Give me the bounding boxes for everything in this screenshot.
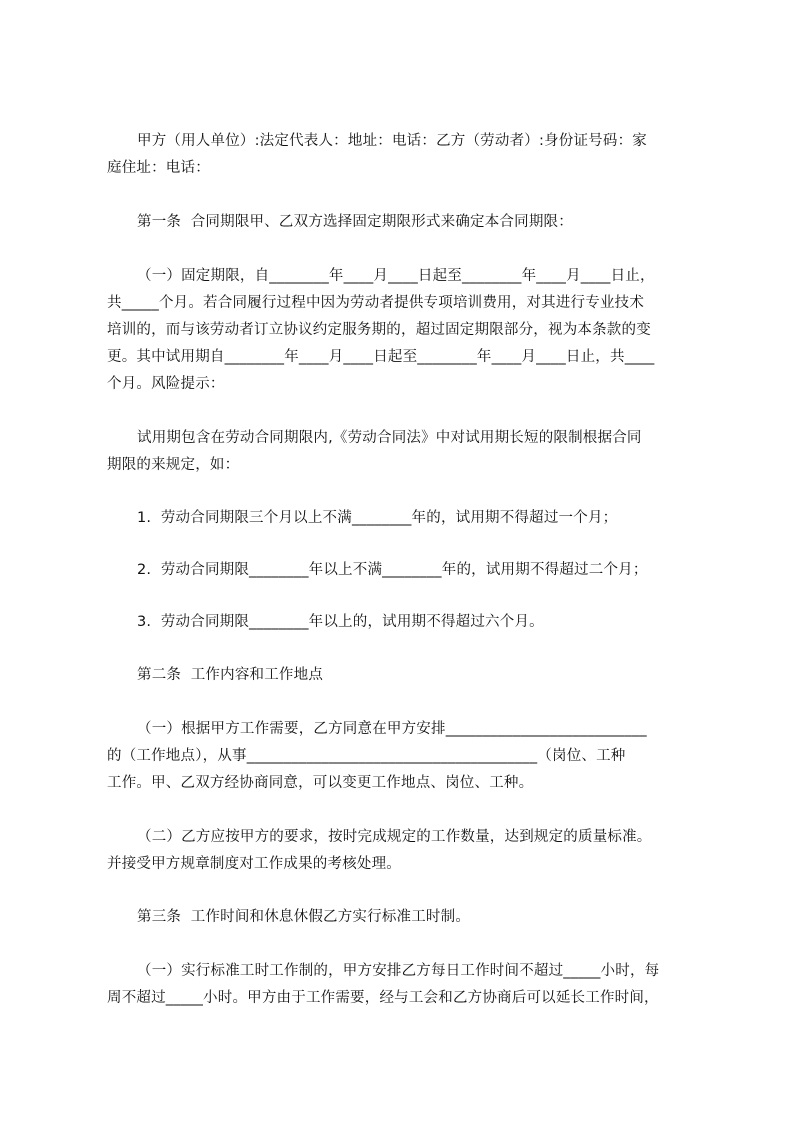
article-1-clause-1-line-1: （一）固定期限，自________年____月____日起至________年____月____日止， bbox=[137, 268, 655, 284]
article-1-clause-1-line-5: 个月。风险提示： bbox=[107, 376, 225, 392]
probation-note-line-2: 期限的来规定，如： bbox=[107, 457, 240, 473]
article-2-clause-1-line-1: （一）根据甲方工作需要，乙方同意在甲方安排___________________________ bbox=[137, 721, 647, 737]
article-1-heading: 第一条 合同期限甲、乙双方选择固定期限形式来确定本合同期限： bbox=[137, 214, 573, 230]
article-2-clause-2-line-2: 并接受甲方规章制度对工作成果的考核处理。 bbox=[107, 856, 401, 872]
parties-line-1: 甲方（用人单位）:法定代表人：地址：电话：乙方（劳动者）:身份证号码：家 bbox=[137, 133, 647, 149]
article-2-clause-1-line-3: 工作。甲、乙双方经协商同意，可以变更工作地点、岗位、工种。 bbox=[107, 775, 534, 791]
parties-line-2: 庭住址：电话： bbox=[107, 160, 210, 176]
list-item-2: 2. 劳动合同期限________年以上不满________年的，试用期不得超过二个月； bbox=[137, 562, 648, 578]
article-3-heading: 第三条 工作时间和休息休假乙方实行标准工时制。 bbox=[137, 909, 471, 925]
article-1-clause-1-line-2: 共_____个月。若合同履行过程中因为劳动者提供专项培训费用，对其进行专业技术 bbox=[107, 295, 645, 311]
probation-note-line-1: 试用期包含在劳动合同期限内,《劳动合同法》中对试用期长短的限制根据合同 bbox=[137, 430, 642, 446]
list-item-3: 3. 劳动合同期限________年以上的，试用期不得超过六个月。 bbox=[137, 614, 544, 630]
article-2-heading: 第二条 工作内容和工作地点 bbox=[137, 667, 324, 683]
article-1-clause-1-line-3: 培训的，而与该劳动者订立协议约定服务期的，超过固定期限部分，视为本条款的变 bbox=[107, 322, 651, 338]
article-2-clause-1-line-2: 的（工作地点），从事_______________________________________（岗位、工种 bbox=[107, 748, 626, 764]
article-1-clause-1-line-4: 更。其中试用期自________年____月____日起至________年____月____日止，共____ bbox=[107, 349, 655, 365]
article-2-clause-2-line-1: （二）乙方应按甲方的要求，按时完成规定的工作数量，达到规定的质量标准。 bbox=[137, 829, 652, 845]
list-item-1: 1. 劳动合同期限三个月以上不满________年的，试用期不得超过一个月； bbox=[137, 510, 618, 526]
article-3-clause-1-line-2: 周不超过_____小时。甲方由于工作需要，经与工会和乙方协商后可以延长工作时间， bbox=[107, 990, 659, 1006]
article-3-clause-1-line-1: （一）实行标准工时工作制的，甲方安排乙方每日工作时间不超过_____小时，每 bbox=[137, 963, 660, 979]
